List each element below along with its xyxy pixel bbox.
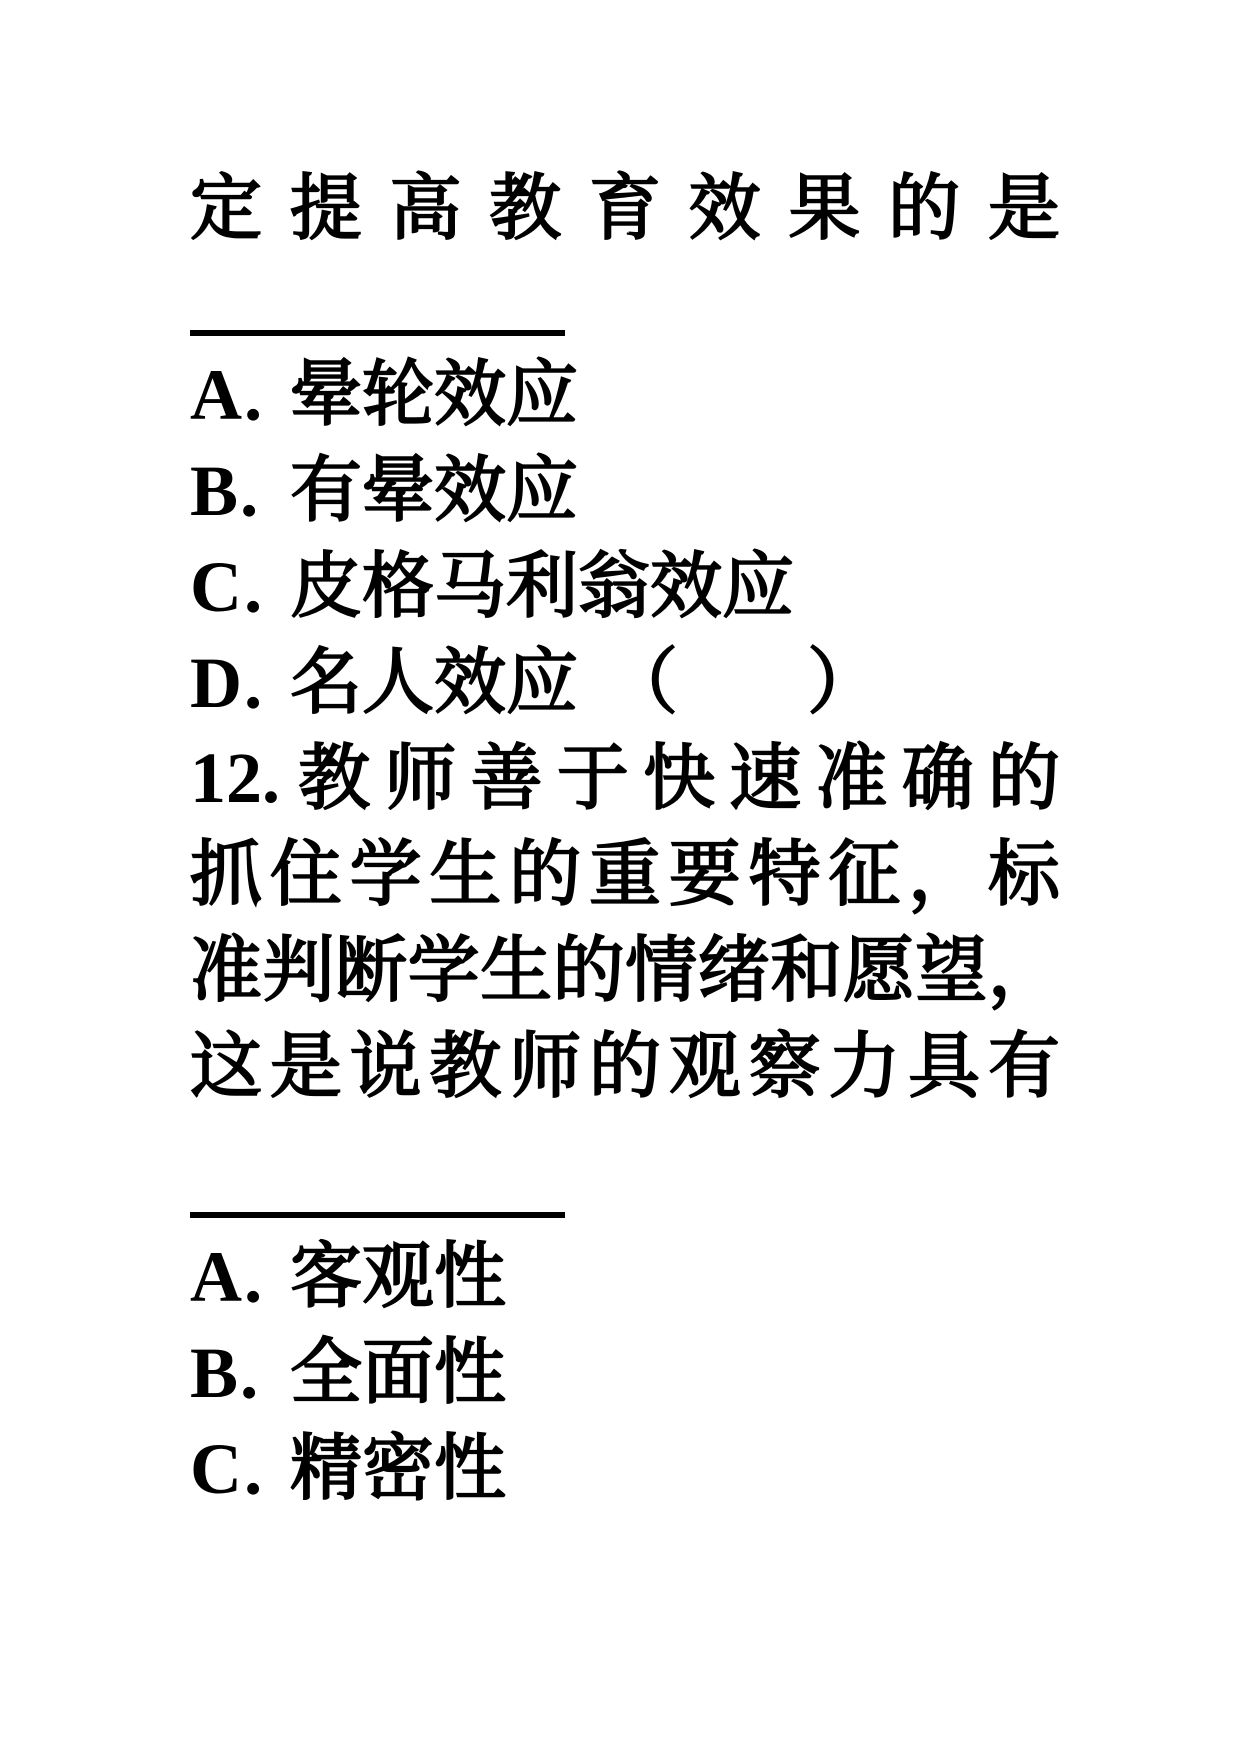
stem-char: 征 bbox=[828, 831, 901, 916]
stem-char: 是 bbox=[269, 1023, 342, 1108]
stem-char: 准 bbox=[815, 735, 888, 820]
q12-stem-line-3 bbox=[190, 922, 1060, 1018]
stem-char: 育 bbox=[588, 165, 661, 250]
q11-option-d bbox=[190, 634, 1060, 730]
option-letter: A． bbox=[190, 355, 314, 435]
stem-char: 力 bbox=[828, 1023, 901, 1108]
stem-char: 判 bbox=[262, 927, 335, 1012]
stem-char: ， bbox=[987, 927, 1060, 1012]
option-letter: C． bbox=[190, 547, 314, 627]
stem-char: 特 bbox=[748, 831, 821, 916]
stem-char: 标 bbox=[987, 831, 1060, 916]
stem-char: 的 bbox=[509, 831, 582, 916]
stem-char: 说 bbox=[349, 1023, 422, 1108]
stem-char: 是 bbox=[987, 165, 1060, 250]
stem-char: 抓 bbox=[190, 831, 263, 916]
stem-char: 教 bbox=[489, 165, 562, 250]
stem-char: 愿 bbox=[842, 927, 915, 1012]
stem-char: 绪 bbox=[697, 927, 770, 1012]
answer-blank-line bbox=[190, 330, 565, 336]
stem-char: 效 bbox=[688, 165, 761, 250]
stem-char: 师 bbox=[384, 735, 457, 820]
stem-char: 这 bbox=[190, 1023, 263, 1108]
stem-char: 断 bbox=[335, 927, 408, 1012]
option-text: 精密性 bbox=[290, 1425, 507, 1510]
option-text: 客观性 bbox=[290, 1233, 507, 1318]
q11-option-b bbox=[190, 442, 1060, 538]
stem-char: 观 bbox=[668, 1023, 741, 1108]
stem-char: 教 bbox=[298, 735, 371, 820]
stem-char: 快 bbox=[643, 735, 716, 820]
option-letter: B． bbox=[190, 451, 311, 531]
stem-char: 善 bbox=[470, 735, 543, 820]
option-letter: A． bbox=[190, 1237, 314, 1317]
option-letter: C． bbox=[190, 1429, 314, 1509]
option-text: 全面性 bbox=[290, 1329, 507, 1414]
stem-char: 察 bbox=[748, 1023, 821, 1108]
stem-char: 于 bbox=[556, 735, 629, 820]
option-letter: D． bbox=[190, 643, 314, 723]
option-text: 有晕效应 bbox=[290, 447, 579, 532]
stem-char: 和 bbox=[770, 927, 843, 1012]
stem-char: 教 bbox=[429, 1023, 502, 1108]
q12-option-c bbox=[190, 1420, 1060, 1516]
stem-char: 情 bbox=[625, 927, 698, 1012]
q11-stem-tail bbox=[190, 160, 1060, 256]
stem-char: 生 bbox=[429, 831, 502, 916]
stem-char: ， bbox=[908, 831, 981, 916]
q12-stem-line-4 bbox=[190, 1018, 1060, 1114]
stem-char: 望 bbox=[915, 927, 988, 1012]
question-number: 12. bbox=[190, 738, 280, 818]
stem-char: 具 bbox=[908, 1023, 981, 1108]
stem-char: 住 bbox=[269, 831, 342, 916]
option-text: 晕轮效应 bbox=[290, 351, 579, 436]
stem-char: 生 bbox=[480, 927, 553, 1012]
stem-char: 确 bbox=[901, 735, 974, 820]
stem-char: 提 bbox=[289, 165, 362, 250]
stem-char: 学 bbox=[407, 927, 480, 1012]
stem-char: 定 bbox=[190, 165, 263, 250]
stem-char: 有 bbox=[987, 1023, 1060, 1108]
stem-char: 的 bbox=[588, 1023, 661, 1108]
q12-option-a bbox=[190, 1228, 1060, 1324]
stem-char: 要 bbox=[668, 831, 741, 916]
option-text: 皮格马利翁效应 bbox=[290, 543, 795, 628]
q11-option-a bbox=[190, 346, 1060, 442]
stem-char: 的 bbox=[888, 165, 961, 250]
q11-option-c bbox=[190, 538, 1060, 634]
answer-blank-line bbox=[190, 1212, 565, 1218]
stem-char: 的 bbox=[987, 735, 1060, 820]
stem-char: 的 bbox=[552, 927, 625, 1012]
answer-parentheses: （ ） bbox=[606, 639, 932, 724]
stem-char: 重 bbox=[588, 831, 661, 916]
stem-char: 速 bbox=[729, 735, 802, 820]
stem-char: 学 bbox=[349, 831, 422, 916]
q12-option-b bbox=[190, 1324, 1060, 1420]
stem-char: 师 bbox=[509, 1023, 582, 1108]
stem-char: 准 bbox=[190, 927, 263, 1012]
stem-char: 高 bbox=[389, 165, 462, 250]
q12-stem-line-1 bbox=[190, 730, 1060, 826]
option-text: 名人效应 bbox=[290, 639, 579, 724]
option-letter: B． bbox=[190, 1333, 311, 1413]
q12-stem-line-2 bbox=[190, 826, 1060, 922]
stem-char: 果 bbox=[788, 165, 861, 250]
